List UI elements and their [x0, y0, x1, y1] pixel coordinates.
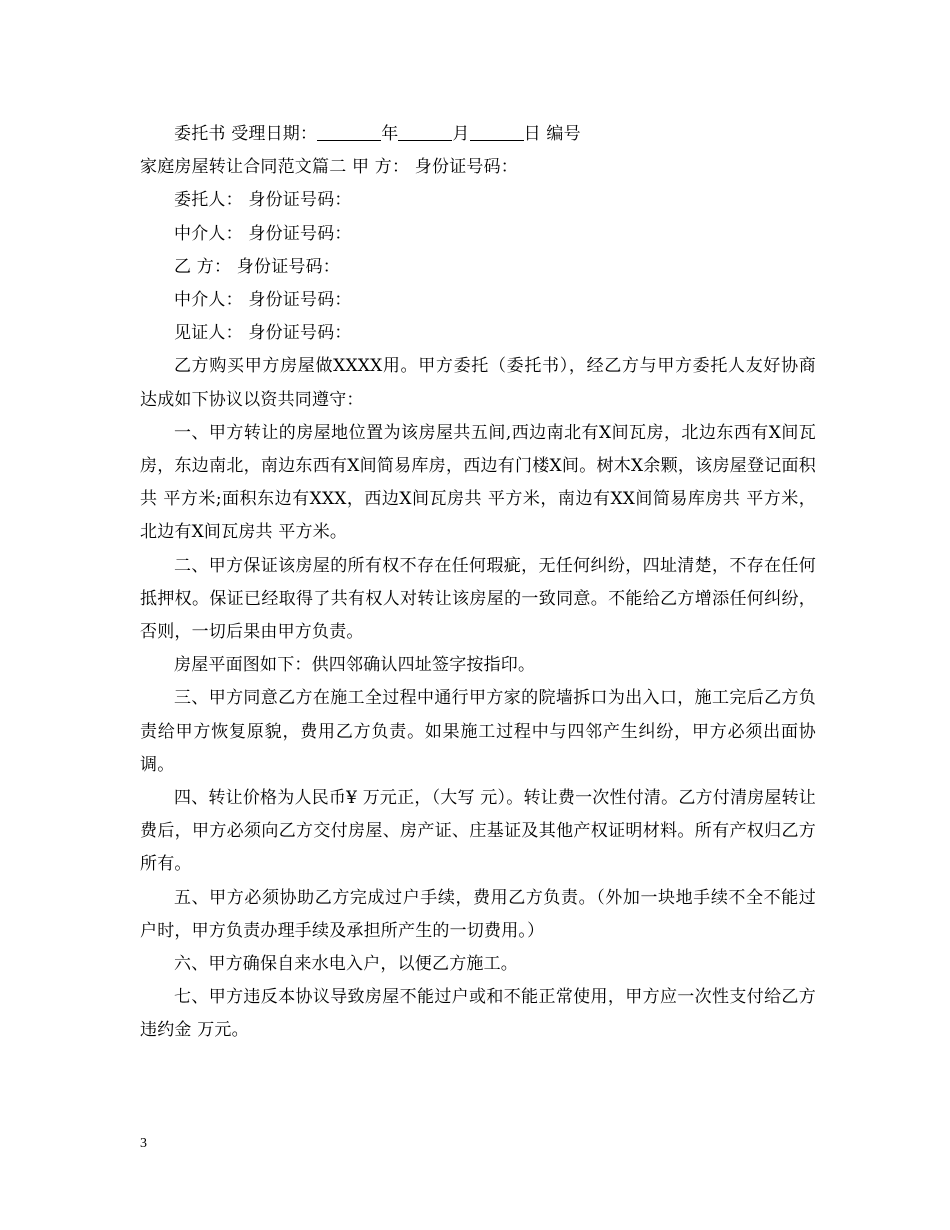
- year-label: 年: [381, 124, 399, 144]
- paragraph-clause-7: 七、甲方违反本协议导致房屋不能过户或和不能正常使用，甲方应一次性支付给乙方违约金 万元。: [140, 987, 816, 1041]
- header-line-1: [140, 118, 816, 151]
- party-line-principal: 委托人： 身份证号码：: [174, 190, 352, 211]
- paragraph-intro: 乙方购买甲方房屋做XXXX用。甲方委托（委托书），经乙方与甲方委托人友好协商达成如下协议以资共同遵守：: [140, 356, 816, 410]
- paragraph-clause-5: 五、甲方必须协助乙方完成过户手续，费用乙方负责。（外加一块地手续不全不能过户时，甲方负责办理手续及承担所产生的一切费用。）: [140, 887, 816, 941]
- month-label: 月: [452, 124, 470, 144]
- day-blank: [470, 124, 524, 141]
- header-line-2: 家庭房屋转让合同范文篇二 甲 方： 身份证号码：: [140, 157, 519, 178]
- paragraph-clause-3: 三、甲方同意乙方在施工全过程中通行甲方家的院墙拆口为出入口，施工完后乙方负责给甲方恢复原貌，费用乙方负责。如果施工过程中与四邻产生纠纷，甲方必须出面协调。: [140, 688, 816, 775]
- paragraph-clause-6: 六、甲方确保自来水电入户，以便乙方施工。: [174, 953, 518, 974]
- power-of-attorney-date-label: 委托书 受理日期：: [174, 124, 318, 144]
- month-blank: [398, 124, 452, 141]
- party-line-agent: 中介人： 身份证号码：: [174, 223, 352, 244]
- document-body: [140, 118, 816, 1048]
- paragraph-clause-2: 二、甲方保证该房屋的所有权不存在任何瑕疵，无任何纠纷，四址清楚，不存在任何抵押权。保证已经取得了共有权人对转让该房屋的一致同意。不能给乙方增添任何纠纷，否则，一切后果由甲方负责。: [140, 555, 816, 642]
- paragraph-floor-plan: 房屋平面图如下：供四邻确认四址签字按指印。: [174, 655, 536, 676]
- year-blank: [317, 124, 381, 141]
- page-number: 3: [140, 1136, 147, 1151]
- party-line-witness: 见证人： 身份证号码：: [174, 323, 352, 344]
- party-line-party-b: 乙 方： 身份证号码：: [174, 256, 341, 277]
- paragraph-clause-4: 四、转让价格为人民币¥ 万元正，（大写 元）。转让费一次性付清。乙方付清房屋转让费后，甲方必须向乙方交付房屋、房产证、庄基证及其他产权证明材料。所有产权归乙方所有。: [140, 787, 816, 875]
- paragraph-clause-1: 一、甲方转让的房屋地位置为该房屋共五间,西边南北有X间瓦房，北边东西有X间瓦房，东边南北，南边东西有X间简易库房，西边有门楼X间。树木X余颗，该房屋登记面积共 平方米;面积东边有XXX，西边X间瓦房共 平方米，南边有XX间简易库房共 平方米，北边有X间瓦房共 平方米。: [140, 422, 816, 543]
- party-line-agent-2: 中介人： 身份证号码：: [174, 289, 352, 310]
- day-number-label: 日 编号: [523, 124, 581, 144]
